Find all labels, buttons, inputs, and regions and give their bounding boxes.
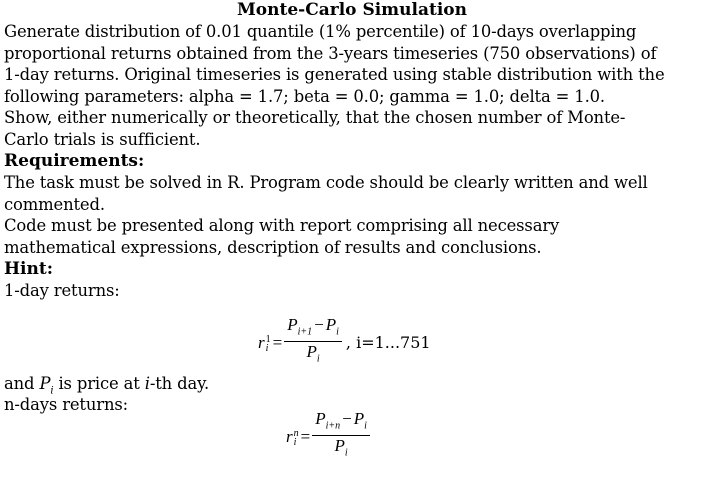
hint-ndays-label: n-days returns:: [4, 395, 128, 414]
formula-lhs: r n i: [286, 426, 299, 448]
intro-line: 1-day returns. Original timeseries is generated using stable distribution with the: [4, 65, 665, 84]
requirements-paragraph: [4, 172, 700, 258]
requirements-line: mathematical expressions, description of results and conclusions.: [4, 237, 542, 257]
requirements-line: Code must be presented along with report comprising all necessary: [4, 216, 560, 235]
formula-range: , i=1...751: [345, 333, 431, 353]
intro-line: Show, either numerically or theoretically, that the chosen number of Monte-: [4, 108, 626, 127]
hint-1day-label: 1-day returns:: [4, 281, 120, 300]
formula-ndays-returns: r n i = $\frac{P_{i+n} - P_i}{P_i}$: [286, 410, 370, 464]
requirements-line: commented.: [4, 194, 105, 214]
intro-line: following parameters: alpha = 1.7; beta = 0.0; gamma = 1.0; delta = 1.0.: [4, 86, 605, 106]
intro-line: Generate distribution of 0.01 quantile (1% percentile) of 10-days overlapping: [4, 22, 637, 41]
document-title: Monte-Carlo Simulation: [236, 0, 468, 20]
document: [4, 0, 700, 302]
formula-fraction: $\frac{P_{i+1} - P_i}{P_i}$: [284, 316, 342, 370]
formula-fraction: $\frac{P_{i+n} - P_i}{P_i}$: [312, 410, 370, 464]
intro-line: Carlo trials is sufficient.: [4, 129, 201, 149]
intro-paragraph: [4, 21, 700, 150]
hint-heading: Hint:: [4, 259, 54, 279]
price-description: and $P_i$ is price at i-th day.: [4, 374, 210, 397]
requirements-line: The task must be solved in R. Program code should be clearly written and well: [4, 173, 648, 192]
requirements-heading: Requirements:: [4, 151, 145, 171]
formula-1day-returns: r 1 i = $\frac{P_{i+1} - P_i}{P_i}$ , i=1...751: [258, 316, 431, 370]
formula-lhs: r 1 i: [258, 332, 271, 354]
intro-line: proportional returns obtained from the 3-years timeseries (750 observations) of: [4, 43, 657, 63]
